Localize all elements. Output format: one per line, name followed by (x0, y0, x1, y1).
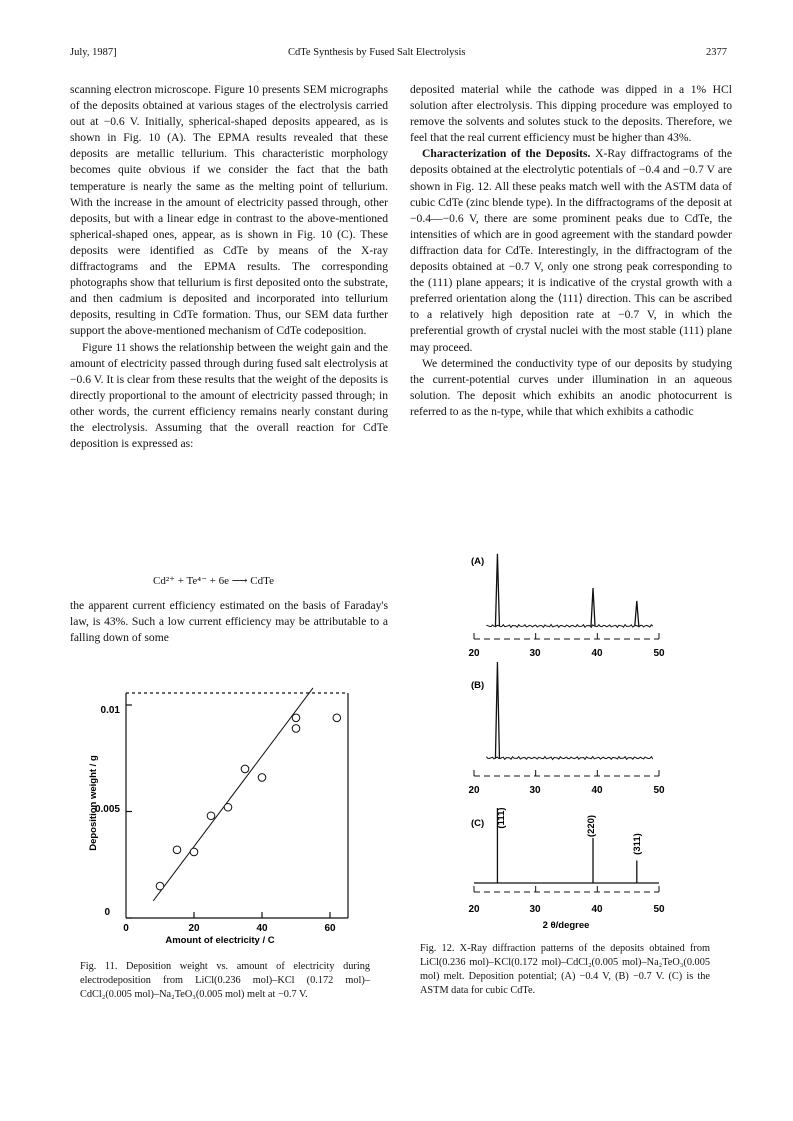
x-tick-label: 40 (591, 785, 603, 796)
x-tick-label: 40 (591, 648, 603, 659)
x-tick-label: 0 (123, 923, 129, 934)
y-tick-label: 0.005 (94, 804, 120, 815)
paragraph: scanning electron microscope. Figure 10 presents SEM micrographs of the deposits obtained at various stages of the electrolysis carried out at −0.6 V. Initially, spherical-shaped deposits appeared, as is shown in Fig. 10 (A). The EPMA results revealed that these deposits are metallic tellurium. This characteristic morphology becomes quite obvious if we consider the fact that the bath temperature is nearly the same as the melting point of tellurium. With the increase in the amount of electricity passed through, other deposits, but with a linear edge in contrast to the above-mentioned spherical-shaped ones, appear, as is shown in Fig. 10 (C). These deposits were identified as CdTe by means of the X-ray diffractograms and the EPMA results. The corresponding photographs show that tellurium is first deposited onto the substrate, and then cadmium is deposited and incorporated into tellurium deposits, resulting in CdTe formation. Thus, our SEM data further support the above-mentioned mechanism of CdTe codeposition. (70, 83, 388, 338)
reaction-equation: Cd²⁺ + Te⁴⁻ + 6e ⟶ CdTe (153, 575, 274, 587)
panel-label-b: (B) (471, 680, 485, 691)
fit-line (153, 688, 313, 901)
page-number: 2377 (706, 47, 727, 58)
y-tick-label: 0 (104, 907, 110, 918)
hkl-label-220: (220) (586, 814, 597, 838)
y-tick-label: 0.01 (100, 705, 120, 716)
x-axis-label: 2 θ/degree (542, 920, 590, 931)
x-tick-label: 20 (468, 648, 480, 659)
x-tick-label: 50 (653, 648, 665, 659)
paragraph: the apparent current efficiency estimated on the basis of Faraday's law, is 43%. Such a low current efficiency may be attributable to a falling down of some (70, 599, 388, 645)
data-point (224, 803, 232, 811)
hkl-label-311: (311) (632, 833, 643, 855)
diffraction-peak (495, 662, 499, 758)
x-tick-label: 30 (529, 648, 541, 659)
data-point (292, 725, 300, 733)
x-tick-label: 20 (468, 785, 480, 796)
section-heading: Characterization of the Deposits. (422, 147, 591, 161)
paragraph (410, 146, 732, 355)
data-point (156, 882, 164, 890)
x-tick-label: 30 (529, 785, 541, 796)
baseline-trace (486, 625, 653, 628)
diffraction-peak (591, 588, 595, 626)
paragraph-text: X-Ray diffractograms of the deposits obtained at the electrolytic potentials of −0.4 and −0.7 V are shown in Fig. 12. All these peaks match well with the ASTM data of cubic CdTe (zinc blende type). In the diffractograms of the deposit at −0.4—−0.6 V, there are some prominent peaks due to CdTe, the intensities of which are in good agreement with the standard powder diffraction data for CdTe. Interestingly, in the diffractogram of the deposits obtained at −0.7 V, only one strong peak corresponding to the (111) plane appears; it is indicative of the crystal growth with a preferred orientation along the ⟨111⟩ direction. This can be ascribed to a relatively high deposition rate at −0.7 V, in which the preferential growth of crystal nuclei with the most stable (111) plane may proceed. (410, 147, 732, 354)
fig11-data (153, 688, 340, 901)
data-point (173, 846, 181, 854)
paragraph: We determined the conductivity type of our deposits by studying the current-potential curves under illumination in an aqueous solution. The deposit which exhibits an anodic photocurrent is referred to as the n-type, while that which exhibits a cathodic (410, 356, 732, 418)
y-axis-label: Deposition weight / g (88, 755, 99, 851)
paragraph: deposited material while the cathode was dipped in a 1% HCl solution after electrolysis. This dipping procedure was employed to remove the solvents and solutes stuck to the deposits. Therefore, we feel that the real current efficiency must be higher than 43%. (410, 83, 732, 145)
data-point (207, 812, 215, 820)
x-tick-label: 20 (468, 904, 480, 915)
paragraph: Figure 11 shows the relationship between the weight gain and the amount of electricity passed through during fused salt electrolysis at −0.6 V. It is clear from these results that the weight of the deposits is directly proportional to the amount of electricity passed through; in other words, the current efficiency remains nearly constant during the electrolysis. Assuming that the overall reaction for CdTe deposition is expressed as: (70, 340, 388, 451)
x-tick-label: 50 (653, 904, 665, 915)
panel-a-xticks (468, 648, 665, 659)
diffraction-peak (495, 554, 499, 626)
x-tick-label: 50 (653, 785, 665, 796)
x-tick-label: 40 (591, 904, 603, 915)
fig12-plot (460, 548, 680, 932)
panel-b-xticks (468, 785, 665, 796)
x-tick-label: 20 (188, 923, 200, 934)
left-column (70, 82, 388, 452)
left-column-bottom (70, 598, 388, 646)
right-column (410, 82, 732, 420)
baseline-trace (486, 757, 653, 760)
fig11-caption: Fig. 11. Deposition weight vs. amount of electricity during electrodeposition from LiCl(0.236 mol)–KCl (0.172 mol)–CdCl₂(0.005 mol)–Na₂TeO₃(0.005 mol) melt at −0.7 V. (80, 961, 370, 1000)
data-point (258, 774, 266, 782)
hkl-label-111: (111) (496, 807, 507, 829)
diffraction-peak (635, 601, 639, 626)
panel-c-xticks (468, 904, 665, 915)
fig11-plot (70, 685, 370, 945)
panel-label-c: (C) (471, 818, 485, 829)
data-point (190, 848, 198, 856)
running-head-title: CdTe Synthesis by Fused Salt Electrolysis (288, 47, 466, 58)
x-axis-label: Amount of electricity / C (165, 935, 275, 945)
x-tick-label: 60 (324, 923, 336, 934)
running-head-left: July, 1987] (70, 47, 117, 58)
data-point (241, 765, 249, 773)
fig12-caption: Fig. 12. X-Ray diffraction patterns of the deposits obtained from LiCl(0.236 mol)–KCl(0.172 mol)–CdCl₂(0.005 mol)–Na₂TeO₃(0.005 mol) melt. Deposition potential; (A) −0.4 V, (B) −0.7 V. (C) is the ASTM data for cubic CdTe. (420, 943, 710, 996)
panel-label-a: (A) (471, 556, 485, 567)
x-tick-label: 40 (256, 923, 268, 934)
x-tick-label: 30 (529, 904, 541, 915)
data-point (292, 714, 300, 722)
data-point (333, 714, 341, 722)
